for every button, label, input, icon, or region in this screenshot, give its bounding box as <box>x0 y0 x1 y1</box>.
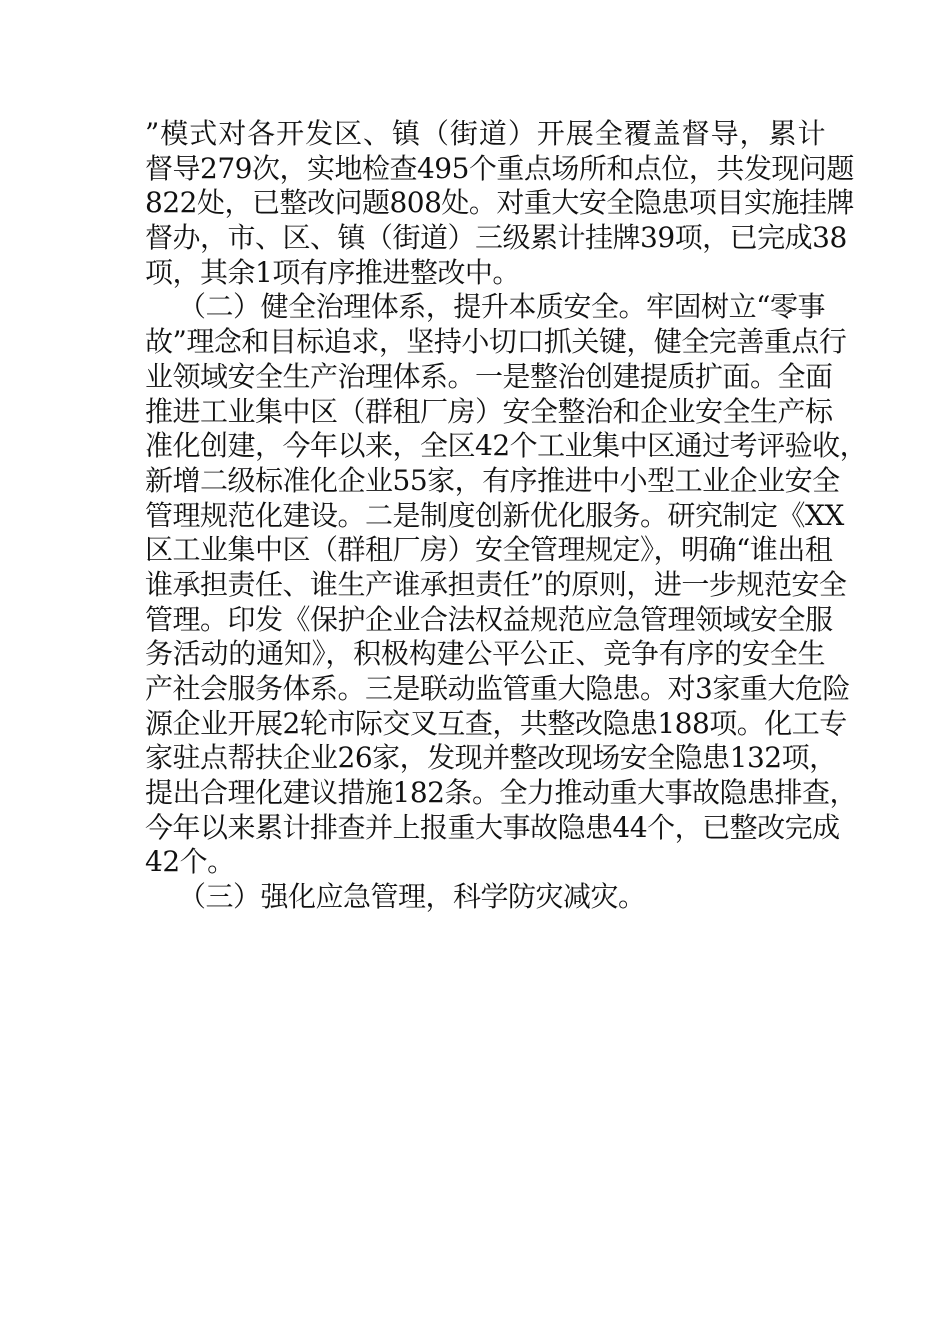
text-line: 今年以来累计排查并上报重大事故隐患44个，已整改完成 <box>145 810 840 844</box>
text-line: 822处，已整改问题808处。对重大安全隐患项目实施挂牌 <box>145 186 854 220</box>
paragraph <box>145 880 825 915</box>
text-line: 产社会服务体系。三是联动监管重大隐患。对3家重大危险 <box>145 672 850 705</box>
text-line: 务活动的通知》，积极构建公平公正、竞争有序的安全生 <box>145 637 825 671</box>
text-line: 区工业集中区（群租厂房）安全管理规定》，明确“谁出租 <box>145 533 833 567</box>
text-line: 谁承担责任、谁生产谁承担责任”的原则，进一步规范安全 <box>145 567 847 601</box>
text-line: 业领域安全生产治理体系。一是整治创建提质扩面。全面 <box>145 359 833 393</box>
text-line: 督办，市、区、镇（街道）三级累计挂牌39项，已完成38 <box>145 221 847 255</box>
paragraph <box>145 117 854 290</box>
text-line: 源企业开展2轮市际交叉互查，共整改隐患188项。化工专 <box>145 706 847 740</box>
document-body <box>145 117 868 915</box>
text-line: （三）强化应急管理，科学防灾减灾。 <box>178 880 646 914</box>
text-line: 准化创建，今年以来，全区42个工业集中区通过考评验收， <box>145 429 868 463</box>
paragraph <box>145 290 868 880</box>
text-line: 督导279次，实地检查495个重点场所和点位，共发现问题 <box>145 151 854 185</box>
text-line: 42个。 <box>145 845 235 879</box>
text-line: （二）健全治理体系，提升本质安全。牢固树立“零事 <box>178 290 825 324</box>
text-line: 故”理念和目标追求，坚持小切口抓关键，健全完善重点行 <box>145 325 847 359</box>
text-line: 提出合理化建议措施182条。全力推动重大事故隐患排查， <box>145 776 857 810</box>
text-line: 新增二级标准化企业55家，有序推进中小型工业企业安全 <box>145 463 840 497</box>
text-line: 管理规范化建设。二是制度创新优化服务。研究制定《XX <box>145 498 844 532</box>
text-line: 管理。印发《保护企业合法权益规范应急管理领域安全服 <box>145 602 833 636</box>
text-line: 家驻点帮扶企业26家，发现并整改现场安全隐患132项， <box>145 741 837 775</box>
text-line: 项，其余1项有序推进整改中。 <box>145 255 520 289</box>
text-line: ”模式对各开发区、镇（街道）开展全覆盖督导，累计 <box>145 117 825 150</box>
text-line: 推进工业集中区（群租厂房）安全整治和企业安全生产标 <box>145 394 833 428</box>
